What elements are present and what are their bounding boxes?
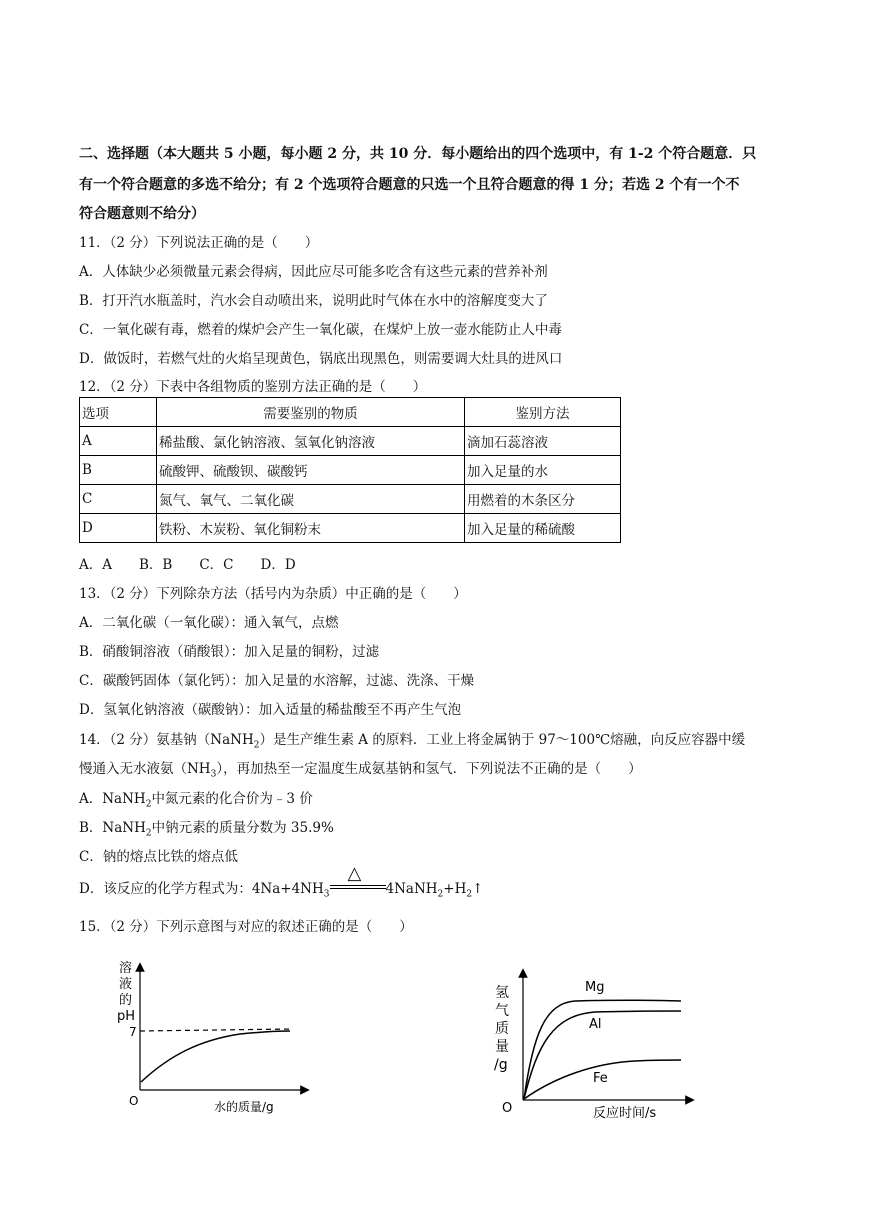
q13-option-b: B．硝酸铜溶液（硝酸银）：加入足量的铜粉，过滤 — [79, 644, 380, 660]
y-axis-label-char: /g — [494, 1057, 508, 1073]
q11-option-a: A．人体缺少必须微量元素会得病，因此应尽可能多吃含有这些元素的营养补剂 — [79, 264, 548, 280]
table-cell: A — [80, 427, 157, 456]
origin-label: O — [502, 1101, 513, 1116]
y-axis-label-char: 氢 — [495, 985, 509, 1001]
graph-h2-vs-time — [485, 965, 695, 1125]
x-axis-label: 水的质量/g — [214, 1100, 274, 1114]
table-cell: D — [80, 514, 157, 543]
table-cell: 氮气、氧气、二氧化碳 — [157, 485, 465, 514]
table-cell: 用燃着的木条区分 — [465, 485, 621, 514]
q14-option-c: C．钠的熔点比铁的熔点低 — [79, 849, 238, 865]
q14-option-d: D．该反应的化学方程式为：$4Na+4NH_3$ △ $4NaNH_2+H_2↑$ — [79, 863, 484, 900]
y-axis-label-char: pH — [117, 1009, 136, 1024]
q13-option-c: C．碳酸钙固体（氯化钙）：加入足量的水溶解，过滤、洗涤、干燥 — [79, 673, 475, 689]
table-row — [80, 485, 621, 514]
gas-up-arrow-icon: ↑ — [472, 881, 484, 897]
q11-option-b: B．打开汽水瓶盖时，汽水会自动喷出来，说明此时气体在水中的溶解度变大了 — [79, 293, 548, 309]
q14-option-a: A．NaNH$_2$中氮元素的化合价为﹣3 价 — [79, 791, 313, 810]
table-header-cell: 鉴别方法 — [465, 398, 621, 427]
table-row — [80, 456, 621, 485]
y-tick-label: 7 — [129, 1025, 137, 1039]
q13-option-d: D．氢氧化钠溶液（碳酸钠）：加入适量的稀盐酸至不再产生气泡 — [79, 702, 462, 718]
y-axis-label-char: 气 — [495, 1003, 509, 1019]
table-cell: 加入足量的稀硫酸 — [465, 514, 621, 543]
q13-stem: 13．（2 分）下列除杂方法（括号内为杂质）中正确的是（ ） — [79, 586, 467, 602]
y-axis-label-char: 溶 — [119, 961, 133, 976]
x-axis-label: 反应时间/s — [593, 1106, 657, 1121]
ph-curve — [141, 1031, 290, 1082]
table-cell: 硫酸钾、硫酸钡、碳酸钙 — [157, 456, 465, 485]
table-cell: 稀盐酸、氯化钠溶液、氢氧化钠溶液 — [157, 427, 465, 456]
y-axis-label-char: 量 — [495, 1039, 509, 1055]
y-axis-label-char: 液 — [119, 977, 133, 992]
q14-stem-line-2: 慢通入无水液氨$(NH_3)$，再加热至一定温度生成氨基钠和氢气．下列说法不正确的是（ ） — [79, 761, 642, 780]
table-header-cell: 选项 — [80, 398, 157, 427]
graph-ph-vs-water — [110, 955, 310, 1120]
heat-delta-icon: △ — [347, 863, 362, 884]
q12-stem: 12．（2 分）下表中各组物质的鉴别方法正确的是（ ） — [79, 379, 427, 395]
q12-options: A．A B．B C．C D．D — [79, 557, 296, 573]
q11-option-c: C．一氧化碳有毒，燃着的煤炉会产生一氧化碳，在煤炉上放一壶水能防止人中毒 — [79, 322, 562, 338]
y-axis-label-char: 的 — [119, 993, 133, 1008]
table-header-cell: 需要鉴别的物质 — [157, 398, 465, 427]
q12-table — [79, 397, 621, 543]
section-heading-line-1: 二、选择题（本大题共 5 小题，每小题 2 分，共 10 分．每小题给出的四个选项中，有 1-2 个符合题意．只 — [79, 146, 757, 162]
reaction-arrow — [330, 863, 386, 893]
q11-stem: 11．（2 分）下列说法正确的是（ ） — [79, 235, 319, 251]
q15-stem: 15．（2 分）下列示意图与对应的叙述正确的是（ ） — [79, 919, 413, 935]
origin-label: O — [129, 1094, 139, 1108]
table-row — [80, 514, 621, 543]
ph-7-dashed-line — [140, 1029, 292, 1031]
table-row — [80, 427, 621, 456]
table-cell: 加入足量的水 — [465, 456, 621, 485]
table-cell: B — [80, 456, 157, 485]
q11-option-d: D．做饭时，若燃气灶的火焰呈现黄色，锅底出现黑色，则需要调大灶具的进风口 — [79, 351, 563, 367]
series-label: Mg — [585, 980, 605, 995]
table-cell: 滴加石蕊溶液 — [465, 427, 621, 456]
q14-stem: 14．（2 分）氨基钠（NaNH$_2$）是生产维生素 A 的原料．工业上将金属钠于 97～100℃熔融，向反应容器中缓 — [79, 732, 746, 751]
table-cell: C — [80, 485, 157, 514]
section-heading-line-3: 符合题意则不给分） — [79, 206, 205, 222]
series-label: Fe — [593, 1071, 608, 1086]
table-cell: 铁粉、木炭粉、氧化铜粉末 — [157, 514, 465, 543]
y-axis-label-char: 质 — [495, 1021, 509, 1037]
table-header-row — [80, 398, 621, 427]
series-label: Al — [589, 1017, 602, 1032]
section-heading-line-2: 有一个符合题意的多选不给分；有 2 个选项符合题意的只选一个且符合题意的得 1 分；若选 2 个有一个不 — [79, 177, 740, 193]
q14-option-b: B．NaNH$_2$中钠元素的质量分数为 35.9% — [79, 820, 334, 839]
q13-option-a: A．二氧化碳（一氧化碳）：通入氧气，点燃 — [79, 615, 339, 631]
